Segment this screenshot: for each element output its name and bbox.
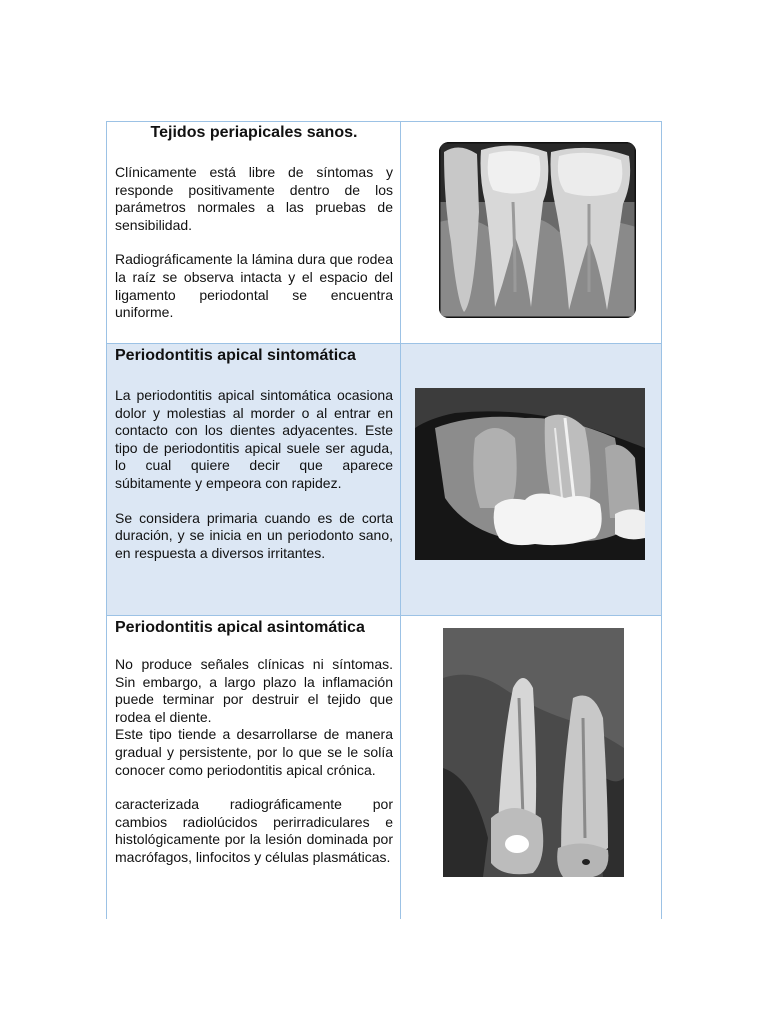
section-title: Periodontitis apical sintomática [115,347,356,364]
paragraph: No produce señales clínicas ni síntomas. Sin embargo, a largo plazo la inflamación puede terminar por destruir el tejido que rodea el diente. [115,656,393,725]
root-lesion-xray-image [443,628,624,877]
text-cell [107,344,401,615]
table-row-asymptomatic [107,615,661,919]
table-row-symptomatic [107,343,661,615]
paragraph: La periodontitis apical sintomática ocasiona dolor y molestias al morder o al entrar en contacto con los dientes adyacentes. Este tipo de periodontitis apical suele ser aguda, lo cual quiere decir que aparece súbitamente y empeora con rapidez. [115,387,393,491]
section-title: Tejidos periapicales sanos. [150,124,358,141]
paragraph: Se considera primaria cuando es de corta duración, y se inicia en un periodonto sano, en respuesta a diversos irritantes. [115,509,393,561]
image-cell [401,122,661,343]
paragraph: Radiográficamente la lámina dura que rodea la raíz se observa intacta y el espacio del ligamento periodontal se encuentra uniforme. [115,251,393,321]
table-row-healthy [107,122,661,343]
paragraph: caracterizada radiográficamente por cambios radiolúcidos perirradiculares e histológicamente por la lesión dominada por macrófagos, linfocitos y células plasmáticas. [115,796,393,865]
restored-tooth-xray-image [415,388,645,560]
text-cell [107,122,401,343]
image-cell [401,344,661,615]
paragraph: Clínicamente está libre de síntomas y responde positivamente dentro de los parámetros normales a las pruebas de sensibilidad. [115,164,393,233]
text-cell [107,616,401,919]
info-table [106,121,662,919]
image-cell [401,616,661,919]
paragraph: Este tipo tiende a desarrollarse de manera gradual y persistente, por lo que se le solía conocer como periodontitis apical crónica. [115,726,393,778]
section-title: Periodontitis apical asintomática [115,619,365,636]
healthy-teeth-xray-image [439,142,636,318]
